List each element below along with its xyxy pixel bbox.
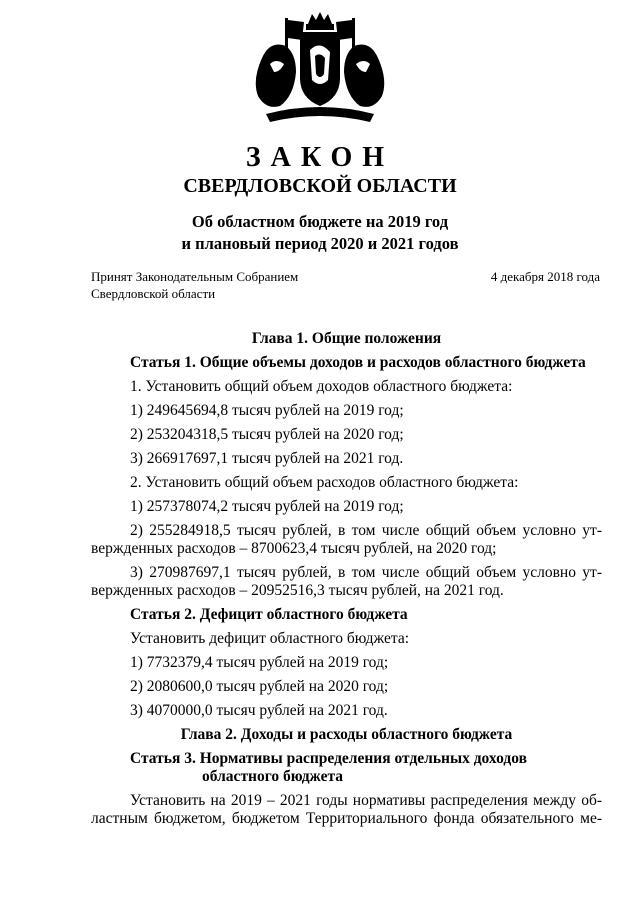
article-1-paragraph-2: 2. Установить общий объем расходов областного бюджета: bbox=[130, 474, 519, 491]
article-2-paragraph: Установить дефицит областного бюджета: bbox=[130, 630, 409, 647]
chapter-1-heading: Глава 1. Общие положения bbox=[251, 330, 442, 347]
article-3-heading-line-1: Статья 3. Нормативы распределения отдельных доходов bbox=[130, 750, 527, 767]
article-1-item-1-3: 3) 266917697,1 тысяч рублей на 2021 год. bbox=[130, 450, 404, 467]
article-3-heading-line-2: областного бюджета bbox=[202, 768, 344, 785]
adoption-date: 4 декабря 2018 года bbox=[490, 269, 600, 284]
article-1-item-2-2-line-1: 2) 255284918,5 тысяч рублей, в том числе общий объем условно ут- bbox=[130, 522, 602, 539]
article-2-heading: Статья 2. Дефицит областного бюджета bbox=[130, 606, 408, 623]
article-1-item-2-2-line-2: вержденных расходов – 8700623,4 тысяч рублей, на 2020 год; bbox=[91, 540, 497, 557]
document-type-title: ЗАКОН bbox=[245, 142, 395, 173]
article-1-item-1-2: 2) 253204318,5 тысяч рублей на 2020 год; bbox=[130, 426, 404, 443]
article-2-item-1: 1) 7732379,4 тысяч рублей на 2019 год; bbox=[130, 654, 389, 671]
article-1-item-2-3-line-2: вержденных расходов – 20952516,3 тысяч рублей, на 2021 год. bbox=[91, 582, 504, 599]
law-subject-line-2: и плановый период 2020 и 2021 годов bbox=[181, 234, 459, 253]
region-title: СВЕРДЛОВСКОЙ ОБЛАСТИ bbox=[183, 175, 457, 197]
article-1-paragraph-1: 1. Установить общий объем доходов областного бюджета: bbox=[130, 378, 513, 395]
article-1-item-2-1: 1) 257378074,2 тысяч рублей на 2019 год; bbox=[130, 498, 404, 515]
article-1-heading: Статья 1. Общие объемы доходов и расходов областного бюджета bbox=[130, 354, 586, 371]
article-3-paragraph-line-1: Установить на 2019 – 2021 годы нормативы распределения между об- bbox=[130, 792, 602, 809]
coat-of-arms-emblem bbox=[240, 10, 400, 128]
article-2-item-3: 3) 4070000,0 тысяч рублей на 2021 год. bbox=[130, 702, 388, 719]
adopted-by-line-2: Свердловской области bbox=[91, 286, 216, 301]
article-1-item-1-1: 1) 249645694,8 тысяч рублей на 2019 год; bbox=[130, 402, 404, 419]
chapter-2-heading: Глава 2. Доходы и расходы областного бюджета bbox=[180, 726, 513, 743]
article-2-item-2: 2) 2080600,0 тысяч рублей на 2020 год; bbox=[130, 678, 389, 695]
law-subject-line-1: Об областном бюджете на 2019 год bbox=[191, 212, 449, 231]
article-3-paragraph-line-2: ластным бюджетом, бюджетом Территориального фонда обязательного ме- bbox=[91, 810, 602, 827]
adopted-by-line-1: Принят Законодательным Собранием bbox=[91, 269, 299, 284]
article-1-item-2-3-line-1: 3) 270987697,1 тысяч рублей, в том числе общий объем условно ут- bbox=[130, 564, 602, 581]
